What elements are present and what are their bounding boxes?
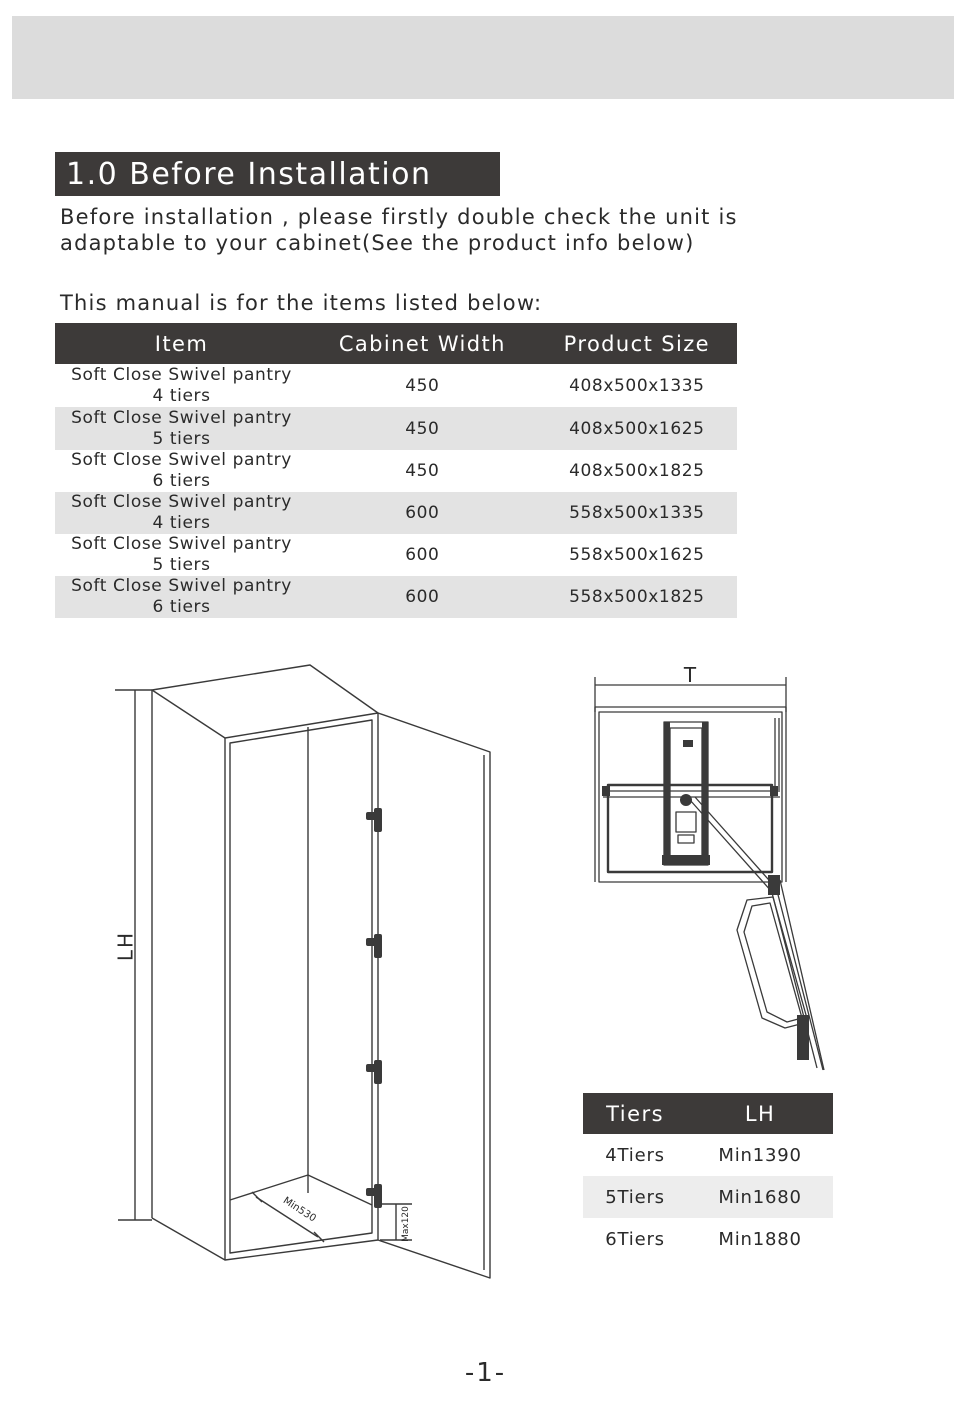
items-table-header [55,323,737,364]
mechanism-icon [602,722,809,1060]
manual-note: This manual is for the items listed below: [60,291,543,315]
tiers-table-header [583,1093,833,1134]
header-product-size: Product Size [537,323,737,364]
item-tiers: 4 tiers [152,385,211,406]
intro-line-2: adaptable to your cabinet(See the product info below) [60,231,695,255]
product-size-cell: 558x500x1825 [537,576,737,618]
header-item: Item [55,323,308,364]
product-size-cell: 408x500x1825 [569,461,705,481]
max-gap-label: Max120 [401,1206,411,1242]
table-row [583,1134,833,1176]
item-tiers: 6 tiers [152,597,211,617]
header-tiers: Tiers [583,1093,687,1134]
item-name: Soft Close Swivel pantry [71,364,292,385]
hinge-icon [366,808,382,1208]
tiers-cell: 5Tiers [583,1176,687,1218]
tiers-cell: 4Tiers [605,1144,665,1166]
item-name: Soft Close Swivel pantry [71,576,292,596]
product-size-cell: 408x500x1335 [569,375,705,396]
cabinet-width-cell: 450 [308,407,537,450]
cabinet-diagram [100,655,510,1295]
tiers-cell: 6Tiers [605,1228,665,1250]
item-name: Soft Close Swivel pantry [71,534,292,554]
product-size-cell: 558x500x1625 [569,545,705,565]
intro-line-1: Before installation , please firstly double check the unit is [60,205,738,229]
header-lh: LH [687,1093,833,1134]
item-tiers: 5 tiers [152,428,211,449]
section-title: 1.0 Before Installation [55,152,500,196]
product-size-cell: 408x500x1625 [537,407,737,450]
table-row [55,492,737,534]
table-row [55,450,737,492]
table-row [55,364,737,407]
table-row [55,534,737,576]
tiers-table [583,1093,833,1260]
lh-label: LH [113,930,138,962]
item-tiers: 5 tiers [152,555,211,575]
min-width-label: Min530 [280,1195,318,1225]
cabinet-width-cell: 450 [405,461,440,481]
item-cell [55,364,308,407]
cabinet-width-cell: 450 [405,375,440,396]
top-view-diagram [585,660,835,1080]
lh-cell: Min1880 [718,1228,802,1250]
item-name: Soft Close Swivel pantry [71,407,292,428]
header-cabinet-width: Cabinet Width [308,323,537,364]
lh-cell: Min1390 [718,1144,802,1166]
item-cell [55,534,308,576]
cabinet-width-cell: 600 [405,545,440,565]
intro-text [60,204,940,256]
item-name: Soft Close Swivel pantry [71,492,292,512]
page-number: -1- [464,1358,507,1388]
product-size-cell: 558x500x1335 [537,492,737,534]
item-cell [55,450,308,492]
t-label: T [683,663,697,687]
items-table [55,323,737,618]
item-cell [55,492,308,534]
table-row [55,407,737,450]
cabinet-width-cell: 600 [308,492,537,534]
item-tiers: 4 tiers [152,513,211,533]
item-cell [55,576,308,618]
cabinet-width-cell: 600 [308,576,537,618]
table-row [583,1176,833,1218]
table-row [55,576,737,618]
item-cell [55,407,308,450]
header-band [12,16,954,99]
lh-cell: Min1680 [687,1176,833,1218]
item-tiers: 6 tiers [152,471,211,491]
table-row [583,1218,833,1260]
item-name: Soft Close Swivel pantry [71,450,292,470]
